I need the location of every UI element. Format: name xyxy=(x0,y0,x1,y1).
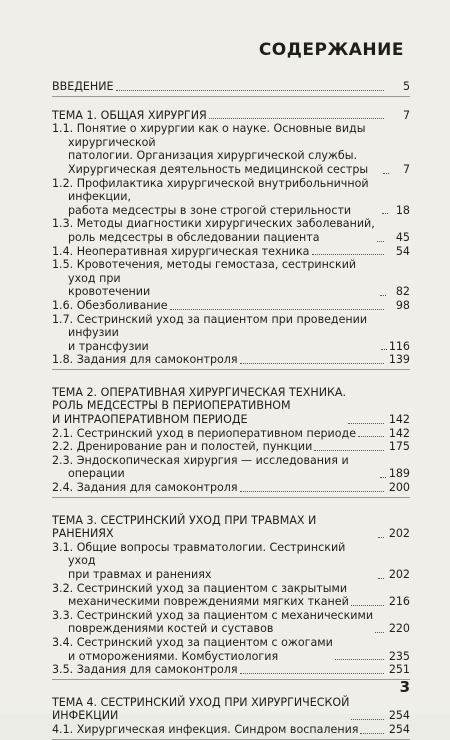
toc-entry-text: ТЕМА 1. ОБЩАЯ ХИРУРГИЯ xyxy=(52,108,207,122)
toc-entry xyxy=(52,353,410,367)
dot-leader xyxy=(348,423,384,424)
toc-entry-text: 1.3. Методы диагностики хирургических заболеваний, роль медсестры в обследовании пациента xyxy=(52,217,375,244)
toc-entry-text: 3.3. Сестринский уход за пациентом с механическими повреждениями костей и суставов xyxy=(52,608,374,636)
toc-entry xyxy=(52,427,410,441)
dot-leader xyxy=(240,673,384,674)
toc-page-number: 220 xyxy=(388,622,410,636)
toc-topic-heading xyxy=(52,696,410,723)
toc-entry-text: ТЕМА 2. ОПЕРАТИВНАЯ ХИРУРГИЧЕСКАЯ ТЕХНИКА. РОЛЬ МЕДСЕСТРЫ В ПЕРИОПЕРАТИВНОМ И ИНТРАОПЕРАТИВНОМ ПЕРИОДЕ xyxy=(52,385,346,427)
toc-entry-text: 2.3. Эндоскопическая хирургия — исследования и операции xyxy=(52,453,349,481)
table-of-contents xyxy=(52,80,410,740)
toc-page-number: 189 xyxy=(388,467,410,481)
toc-section xyxy=(52,514,410,680)
toc-entry xyxy=(52,481,410,495)
toc-entry-text: ТЕМА 3. СЕСТРИНСКИЙ УХОД ПРИ ТРАВМАХ И РАНЕНИЯХ xyxy=(52,513,317,541)
dot-leader xyxy=(240,363,384,364)
toc-entry xyxy=(52,663,410,677)
toc-entry xyxy=(52,582,410,609)
toc-page-number: 142 xyxy=(388,413,410,427)
toc-entry-text: 1.7. Сестринский уход за пациентом при проведении инфузии и трансфузии xyxy=(52,312,368,353)
dot-leader xyxy=(170,309,384,310)
toc-entry-text: ТЕМА 4. СЕСТРИНСКИЙ УХОД ПРИ ХИРУРГИЧЕСКОЙ ИНФЕКЦИИ xyxy=(52,695,350,723)
toc-page-number: 254 xyxy=(388,722,410,736)
toc-page-number: 5 xyxy=(402,80,410,93)
toc-entry xyxy=(52,177,410,218)
toc-page-number: 251 xyxy=(388,663,410,677)
toc-entry-text: 1.5. Кровотечения, методы гемостаза, сестринский уход при кровотечении xyxy=(52,258,357,299)
dot-leader xyxy=(209,118,384,119)
toc-page-number: 235 xyxy=(388,649,410,663)
toc-topic-heading xyxy=(52,514,410,541)
toc-page-number: 202 xyxy=(388,527,410,541)
toc-entry xyxy=(52,299,410,313)
dot-leader xyxy=(378,537,384,538)
dot-leader xyxy=(358,436,384,437)
toc-entry xyxy=(52,454,410,481)
toc-page-number: 18 xyxy=(395,203,410,217)
toc-entry-text: 1.6. Обезболивание xyxy=(52,298,168,312)
toc-page-number: 139 xyxy=(388,353,410,367)
toc-page-number: 216 xyxy=(388,595,410,609)
dot-leader xyxy=(380,295,386,296)
toc-page-number: 82 xyxy=(395,285,410,299)
toc-entry-text: 4.1. Хирургическая инфекция. Синдром воспаления xyxy=(52,722,359,736)
toc-entry-text: 3.5. Задания для самоконтроля xyxy=(52,663,238,677)
toc-page-number: 98 xyxy=(395,298,410,312)
dot-leader xyxy=(382,213,388,214)
dot-leader xyxy=(116,90,384,91)
toc-entry xyxy=(52,541,410,582)
toc-entry xyxy=(52,122,410,176)
toc-page-number: 254 xyxy=(388,709,410,723)
dot-leader xyxy=(377,241,384,242)
dot-leader xyxy=(335,659,384,660)
toc-entry-text: 2.4. Задания для самоконтроля xyxy=(52,481,238,495)
dot-leader xyxy=(240,491,384,492)
toc-entry-text: 1.1. Понятие о хирургии как о науке. Основные виды хирургической патологии. Организация хирургической службы. Хирургическая деятельность медицинской сестры xyxy=(52,122,369,176)
toc-page-number: 7 xyxy=(402,162,410,176)
toc-entry xyxy=(52,723,410,737)
dot-leader xyxy=(381,349,387,350)
toc-entry-text: 2.1. Сестринский уход в периоперативном периоде xyxy=(52,426,357,440)
toc-page-number: 45 xyxy=(395,230,410,244)
toc-entry-text: 2.2. Дренирование ран и полостей, пункции xyxy=(52,440,313,454)
toc-entry xyxy=(52,440,410,454)
toc-page-number: 175 xyxy=(388,440,410,454)
toc-entry xyxy=(52,245,410,259)
toc-entry-text: 1.4. Неоперативная хирургическая техника xyxy=(52,244,310,258)
dot-leader xyxy=(351,605,384,606)
toc-entry-text: 1.2. Профилактика хирургической внутрибольничной инфекции, работа медсестры в зоне строгой стерильности xyxy=(52,176,369,217)
toc-page-number: 142 xyxy=(388,426,410,440)
toc-section xyxy=(52,386,410,498)
toc-entry xyxy=(52,217,410,244)
toc-topic-heading xyxy=(52,386,410,427)
dot-leader xyxy=(380,477,386,478)
toc-entry xyxy=(52,609,410,636)
toc-topic-heading xyxy=(52,109,410,123)
dot-leader xyxy=(360,733,384,734)
toc-section xyxy=(52,696,410,740)
toc-entry-text: 3.2. Сестринский уход за пациентом с закрытыми механическими повреждениями мягких тканей xyxy=(52,581,349,609)
toc-section xyxy=(52,109,410,370)
toc-page-number: 54 xyxy=(395,244,410,258)
toc-entry-intro xyxy=(52,80,410,97)
toc-page-number: 202 xyxy=(388,568,410,581)
page-number: 3 xyxy=(399,678,410,696)
dot-leader xyxy=(378,578,384,579)
dot-leader xyxy=(312,254,385,255)
page-title: СОДЕРЖАНИЕ xyxy=(258,40,404,60)
toc-entry xyxy=(52,636,410,663)
dot-leader xyxy=(375,632,384,633)
dot-leader xyxy=(351,719,384,720)
toc-entry xyxy=(52,258,410,299)
dot-leader xyxy=(383,173,389,174)
toc-entry-text: 3.4. Сестринский уход за пациентом с ожогами и отморожениями. Комбустиология xyxy=(52,635,333,663)
toc-entry-text: ВВЕДЕНИЕ xyxy=(52,80,114,93)
toc-entry-text: 3.1. Общие вопросы травматологии. Сестринский уход при травмах и ранениях xyxy=(52,540,346,581)
dot-leader xyxy=(314,450,384,451)
toc-page-number: 200 xyxy=(388,481,410,495)
toc-page-number: 7 xyxy=(402,108,410,122)
toc-page-number: 116 xyxy=(388,339,410,353)
toc-entry xyxy=(52,313,410,354)
toc-entry-text: 1.8. Задания для самоконтроля xyxy=(52,353,238,367)
toc-sections xyxy=(52,109,410,740)
